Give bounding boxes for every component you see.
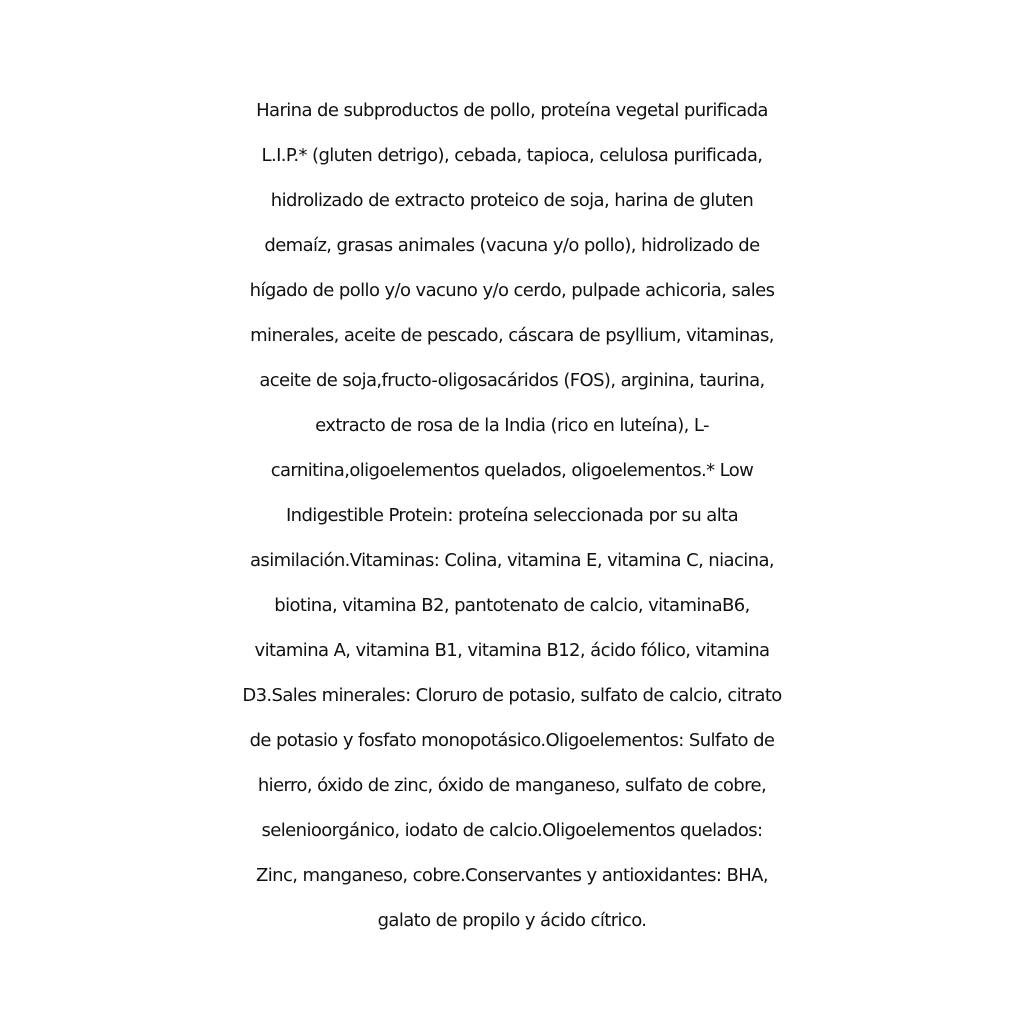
text-line: hierro, óxido de zinc, óxido de manganeso, sulfato de cobre, (257, 775, 767, 796)
text-line: biotina, vitamina B2, pantotenato de calcio, vitaminaB6, (274, 595, 750, 616)
text-line: asimilación.Vitaminas: Colina, vitamina E, vitamina C, niacina, (249, 550, 775, 571)
text-line: demaíz, grasas animales (vacuna y/o pollo), hidrolizado de (264, 235, 760, 256)
text-line: de potasio y fosfato monopotásico.Oligoelementos: Sulfato de (249, 730, 775, 751)
text-line: aceite de soja,fructo-oligosacáridos (FOS), arginina, taurina, (259, 370, 765, 391)
text-line: D3.Sales minerales: Cloruro de potasio, sulfato de calcio, citrato (242, 685, 782, 706)
text-line: Indigestible Protein: proteína seleccionada por su alta (285, 505, 739, 526)
text-line: galato de propilo y ácido cítrico. (377, 910, 647, 931)
ingredients-text (0, 88, 1024, 943)
text-line: Harina de subproductos de pollo, proteína vegetal purificada (256, 100, 768, 121)
text-line: selenioorgánico, iodato de calcio.Oligoelementos quelados: (261, 820, 763, 841)
text-line: L.I.P.* (gluten detrigo), cebada, tapioca, celulosa purificada, (261, 145, 763, 166)
text-line: hígado de pollo y/o vacuno y/o cerdo, pulpade achicoria, sales (249, 280, 775, 301)
text-line: Zinc, manganeso, cobre.Conservantes y antioxidantes: BHA, (256, 865, 768, 886)
text-line: minerales, aceite de pescado, cáscara de psyllium, vitaminas, (250, 325, 774, 346)
text-line: vitamina A, vitamina B1, vitamina B12, ácido fólico, vitamina (254, 640, 770, 661)
text-line: carnitina,oligoelementos quelados, oligoelementos.* Low (270, 460, 754, 481)
text-line: extracto de rosa de la India (rico en luteína), L- (315, 415, 709, 436)
text-line: hidrolizado de extracto proteico de soja, harina de gluten (270, 190, 754, 211)
